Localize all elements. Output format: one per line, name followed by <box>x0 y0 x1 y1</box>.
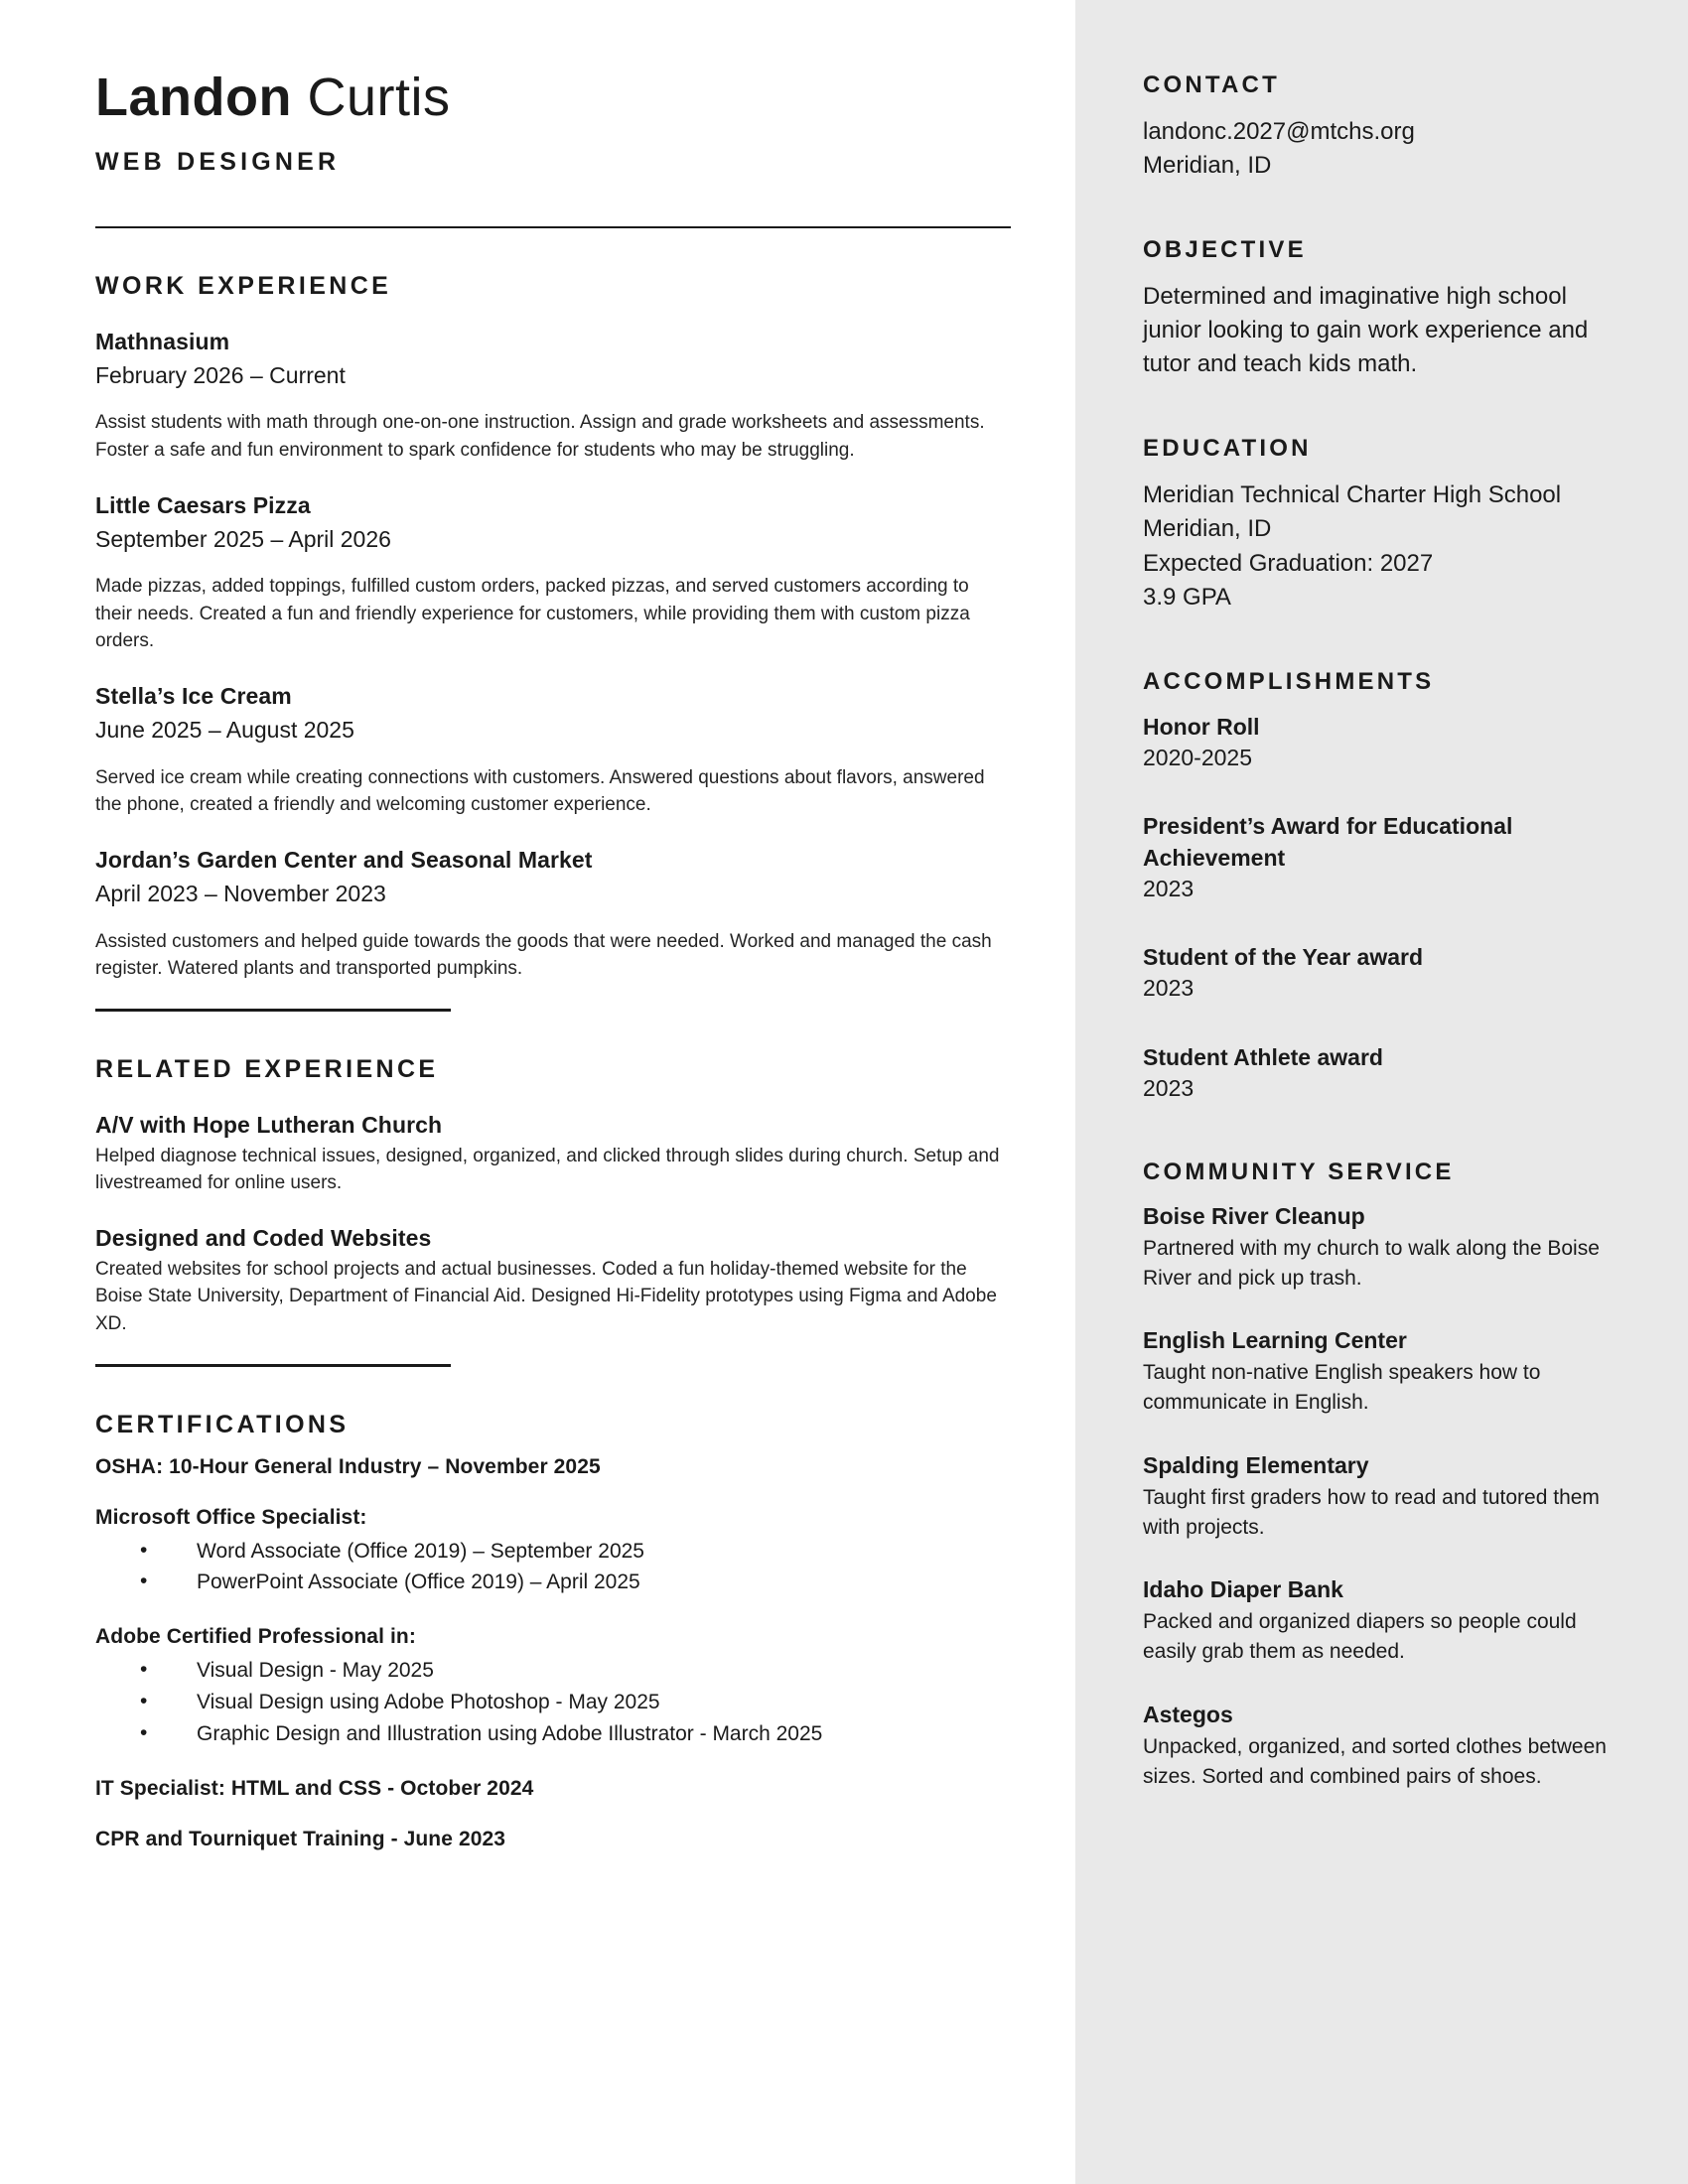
certification-item: Adobe Certified Professional in: <box>95 1625 416 1649</box>
community-service-name: Idaho Diaper Bank <box>1143 1576 1343 1603</box>
work-entry-dates: February 2026 – Current <box>95 361 346 388</box>
community-service-item <box>1143 1701 1624 1792</box>
work-entry-dates: June 2025 – August 2025 <box>95 717 354 744</box>
accomplishment-year: 2023 <box>1143 875 1195 901</box>
sidebar-section-title-accomplishments: ACCOMPLISHMENTS <box>1143 667 1435 695</box>
certification-bullet: • Word Associate (Office 2019) – September 2025 <box>95 1536 1075 1568</box>
certification-bullet: • Graphic Design and Illustration using Adobe Illustrator - March 2025 <box>95 1718 1075 1750</box>
work-entry-description: Assist students with math through one-on-one instruction. Assign and grade worksheets and assessments. Foster a safe and fun environment to spark confidence for students who may be struggling. <box>95 412 985 462</box>
related-entry <box>95 1110 1075 1197</box>
sidebar-section-title-education: EDUCATION <box>1143 435 1312 463</box>
work-entry-org: Little Caesars Pizza <box>95 491 311 518</box>
community-service-name: Boise River Cleanup <box>1143 1202 1365 1229</box>
community-service-description: Packed and organized diapers so people could easily grab them as needed. <box>1143 1610 1577 1664</box>
community-service-name: Astegos <box>1143 1701 1233 1727</box>
work-entry <box>95 490 1075 655</box>
first-name: Landon <box>95 68 292 127</box>
candidate-name <box>95 69 1075 126</box>
community-service-name: Spalding Elementary <box>1143 1451 1369 1478</box>
contact-location: Meridian, ID <box>1143 152 1272 180</box>
certification-bullet-list <box>95 1655 1075 1750</box>
education-location: Meridian, ID <box>1143 515 1272 543</box>
community-service-description: Taught non-native English speakers how to communicate in English. <box>1143 1361 1541 1415</box>
community-service-description: Taught first graders how to read and tutored them with projects. <box>1143 1485 1600 1539</box>
accomplishment-item <box>1143 811 1624 904</box>
accomplishment-name: Student Athlete award <box>1143 1044 1383 1071</box>
accomplishment-item <box>1143 942 1624 1005</box>
related-entry-description: Helped diagnose technical issues, designed, organized, and clicked through slides during church. Setup and livestreamed for online users. <box>95 1145 1000 1194</box>
candidate-job-title: WEB DESIGNER <box>95 147 341 176</box>
related-entry <box>95 1223 1075 1338</box>
accomplishment-item <box>1143 1042 1624 1105</box>
accomplishment-name: President’s Award for Educational Achievement <box>1143 813 1513 871</box>
accomplishment-name: Student of the Year award <box>1143 944 1424 971</box>
work-entry-description: Made pizzas, added toppings, fulfilled custom orders, packed pizzas, and served customers according to their needs. Created a fun and friendly experience for customers, while providing them with custom pizza orders. <box>95 576 970 652</box>
work-entry-org: Mathnasium <box>95 328 230 354</box>
work-entry-dates: April 2023 – November 2023 <box>95 880 386 906</box>
work-entry-org: Stella’s Ice Cream <box>95 682 292 709</box>
accomplishment-year: 2020-2025 <box>1143 744 1252 770</box>
sidebar-section-title-contact: CONTACT <box>1143 71 1280 98</box>
related-entry-description: Created websites for school projects and actual businesses. Coded a fun holiday-themed website for the Boise State University, Department of Financial Aid. Designed Hi-Fidelity prototypes using Figma and Adobe XD. <box>95 1258 997 1335</box>
contact-email[interactable]: landonc.2027@mtchs.org <box>1143 118 1415 145</box>
last-name: Curtis <box>307 68 451 127</box>
education-graduation: Expected Graduation: 2027 <box>1143 549 1434 577</box>
accomplishment-year: 2023 <box>1143 1075 1195 1102</box>
work-entry <box>95 845 1075 983</box>
work-entry-dates: September 2025 – April 2026 <box>95 525 391 552</box>
certification-bullet: • Visual Design - May 2025 <box>95 1655 1075 1687</box>
objective-text: Determined and imaginative high school junior looking to gain work experience and tutor and teach kids math. <box>1143 283 1589 378</box>
section-title-related-experience: RELATED EXPERIENCE <box>95 1054 439 1083</box>
work-entry <box>95 681 1075 819</box>
certification-item: CPR and Tourniquet Training - June 2023 <box>95 1828 506 1851</box>
community-service-description: Partnered with my church to walk along the Boise River and pick up trash. <box>1143 1236 1600 1290</box>
work-experience-divider <box>95 1009 451 1012</box>
related-experience-divider <box>95 1364 451 1367</box>
work-entry-org: Jordan’s Garden Center and Seasonal Market <box>95 846 593 873</box>
section-title-certifications: CERTIFICATIONS <box>95 1410 350 1438</box>
certification-bullet: • PowerPoint Associate (Office 2019) – April 2025 <box>95 1567 1075 1598</box>
accomplishment-name: Honor Roll <box>1143 713 1260 740</box>
certification-item: OSHA: 10-Hour General Industry – November 2025 <box>95 1454 601 1478</box>
certification-item: IT Specialist: HTML and CSS - October 2024 <box>95 1777 534 1801</box>
education-school: Meridian Technical Charter High School <box>1143 481 1562 509</box>
related-entry-org: A/V with Hope Lutheran Church <box>95 1111 443 1138</box>
community-service-item <box>1143 1575 1624 1667</box>
community-service-name: English Learning Center <box>1143 1327 1407 1354</box>
community-service-item <box>1143 1326 1624 1418</box>
accomplishment-year: 2023 <box>1143 975 1195 1002</box>
work-entry-description: Served ice cream while creating connections with customers. Answered questions about flavors, answered the phone, created a friendly and welcoming customer experience. <box>95 766 985 816</box>
community-service-item <box>1143 1202 1624 1294</box>
community-service-item <box>1143 1451 1624 1543</box>
certification-item: Microsoft Office Specialist: <box>95 1505 367 1529</box>
related-entry-org: Designed and Coded Websites <box>95 1224 432 1251</box>
certification-bullet: • Visual Design using Adobe Photoshop - May 2025 <box>95 1687 1075 1718</box>
section-title-work-experience: WORK EXPERIENCE <box>95 271 392 300</box>
work-entry <box>95 327 1075 465</box>
community-service-description: Unpacked, organized, and sorted clothes between sizes. Sorted and combined pairs of shoes. <box>1143 1734 1607 1788</box>
work-entry-description: Assisted customers and helped guide towards the goods that were needed. Worked and managed the cash register. Watered plants and transported pumpkins. <box>95 930 992 980</box>
certification-bullet-list <box>95 1536 1075 1599</box>
sidebar-section-title-community-service: COMMUNITY SERVICE <box>1143 1158 1455 1185</box>
header-divider <box>95 226 1011 228</box>
sidebar-section-title-objective: OBJECTIVE <box>1143 236 1307 264</box>
education-gpa: 3.9 GPA <box>1143 583 1231 611</box>
sidebar <box>1075 0 1688 2184</box>
accomplishment-item <box>1143 712 1624 774</box>
